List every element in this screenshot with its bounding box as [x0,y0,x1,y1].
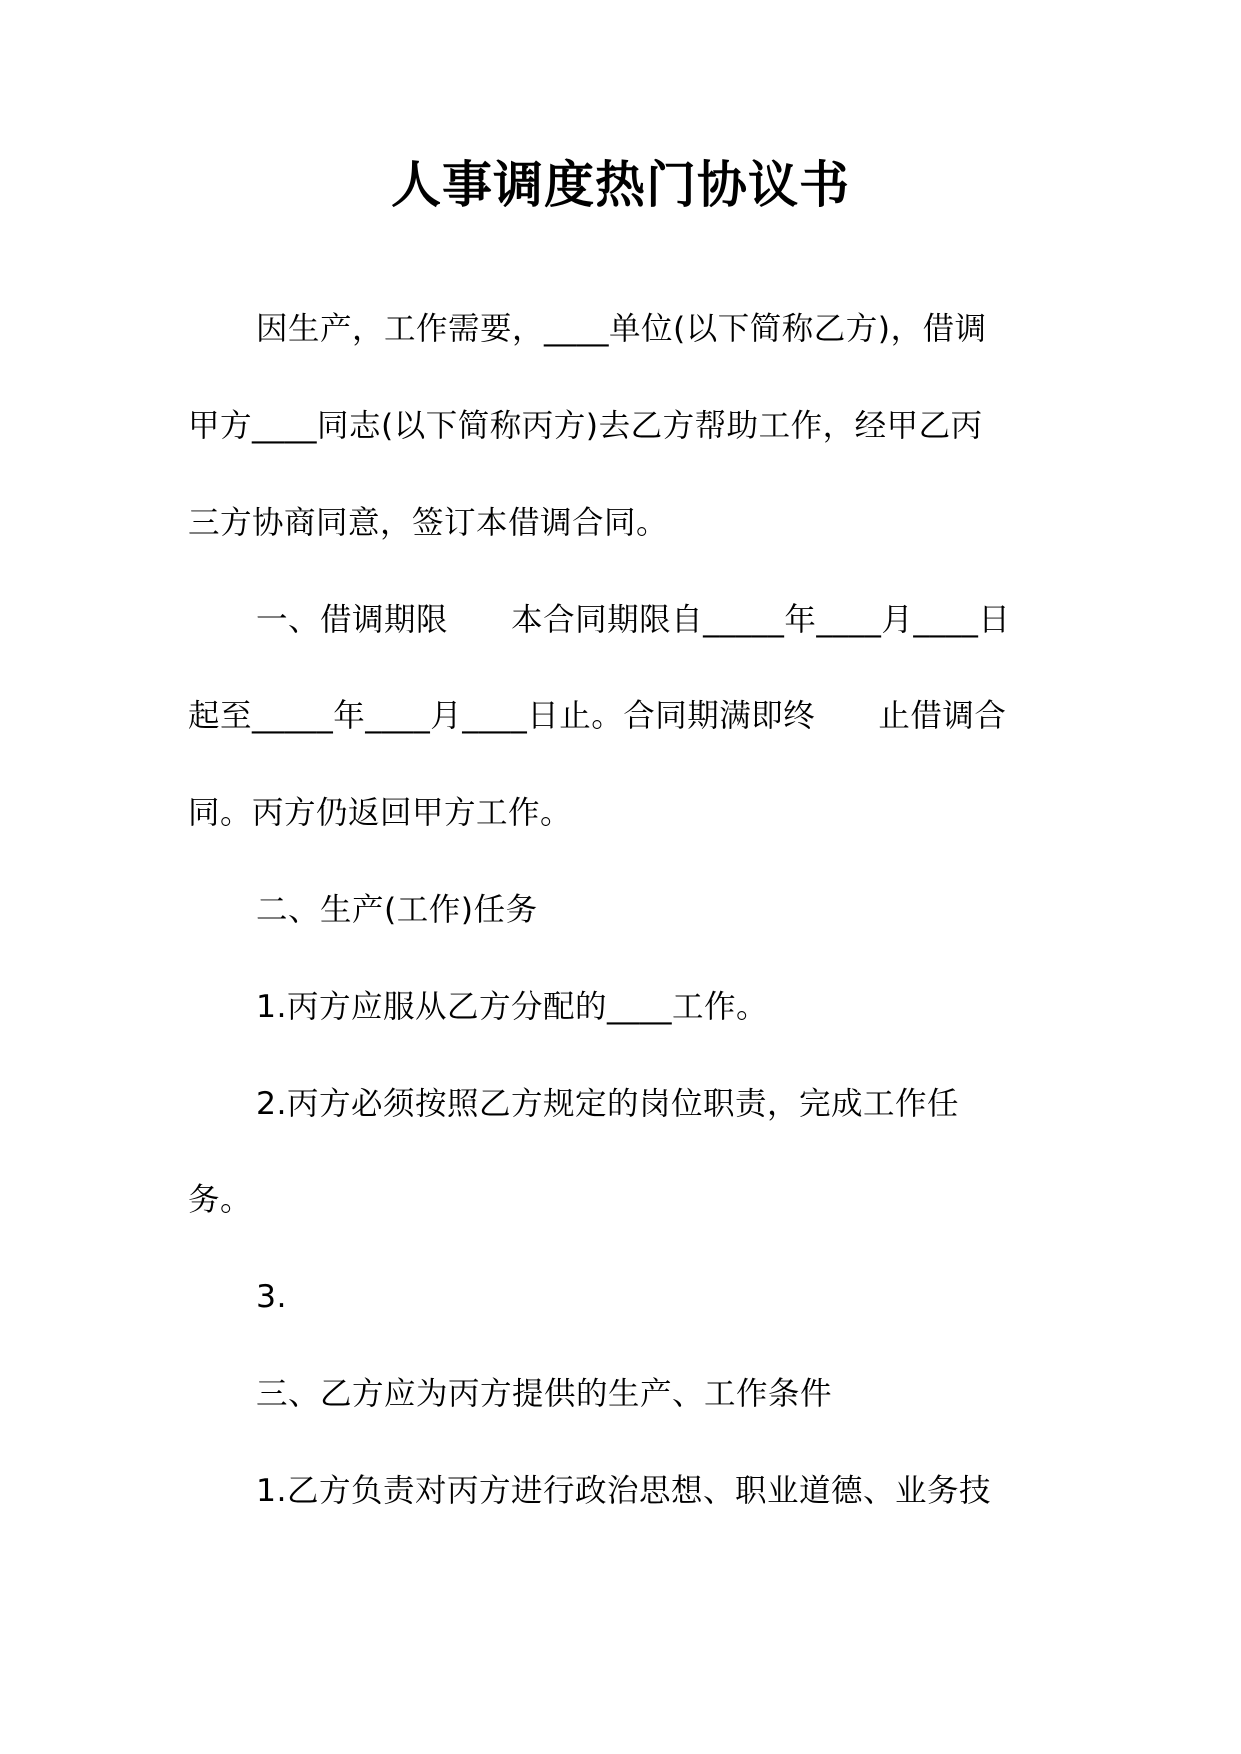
section-heading: 一、借调期限 本合同期限自_____年____月____日 [256,602,1011,638]
paragraph-line: 起至_____年____月____日止。合同期满即终 止借调合 [188,698,1007,734]
paragraph-line: 同。丙方仍返回甲方工作。 [188,795,573,831]
section-heading: 三、乙方应为丙方提供的生产、工作条件 [256,1376,833,1412]
document-title: 人事调度热门协议书 [391,155,850,214]
section-heading: 二、生产(工作)任务 [256,892,538,928]
list-item: 3. [256,1279,288,1315]
paragraph-line: 三方协商同意，签订本借调合同。 [188,505,669,541]
paragraph-line: 因生产，工作需要，____单位(以下简称乙方)，借调 [256,311,987,347]
list-item: 2.丙方必须按照乙方规定的岗位职责，完成工作任 [256,1086,960,1122]
paragraph-line: 务。 [188,1182,253,1218]
list-item: 1.乙方负责对丙方进行政治思想、职业道德、业务技 [256,1473,992,1509]
paragraph-line: 甲方____同志(以下简称丙方)去乙方帮助工作，经甲乙丙 [188,408,983,444]
list-item: 1.丙方应服从乙方分配的____工作。 [256,989,769,1025]
